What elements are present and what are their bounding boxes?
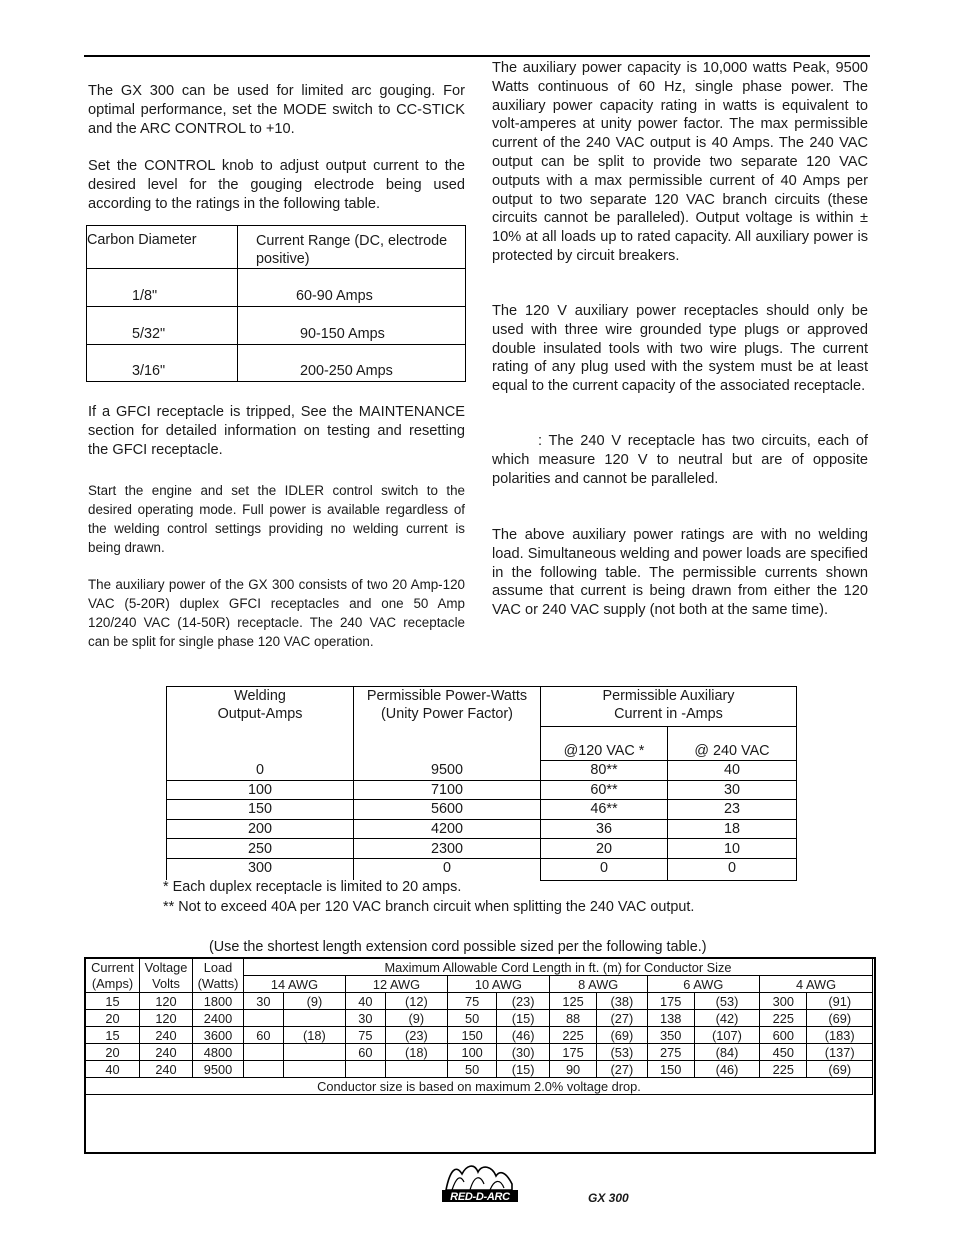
ptab-cell: 60** xyxy=(541,780,668,800)
cord-cell: 150 xyxy=(647,1061,694,1078)
cord-cell: 1800 xyxy=(193,993,244,1010)
cord-cell: 9500 xyxy=(193,1061,244,1078)
carbon-table xyxy=(86,225,466,382)
power-note-1: * Each duplex receptacle is limited to 20 amps. xyxy=(163,879,462,895)
cord-cell: (38) xyxy=(597,993,647,1010)
carbon-cell: 1/8" xyxy=(87,269,238,307)
carbon-cell: 5/32" xyxy=(87,307,238,345)
cord-cell: (84) xyxy=(694,1044,759,1061)
cord-cell: 20 xyxy=(86,1044,140,1061)
ptab-header-aux-l2: Current in -Amps xyxy=(614,706,723,722)
cord-cell: (12) xyxy=(385,993,447,1010)
ptab-cell: 0 xyxy=(541,858,668,880)
ptab-cell: 5600 xyxy=(354,800,541,820)
carbon-cell: 60-90 Amps xyxy=(238,269,466,307)
ptab-cell: 7100 xyxy=(354,780,541,800)
cord-cell: (69) xyxy=(807,1010,873,1027)
cord-cell: 15 xyxy=(86,993,140,1010)
cord-cell: 4800 xyxy=(193,1044,244,1061)
cord-cell: 30 xyxy=(244,993,284,1010)
cord-cell: 60 xyxy=(345,1044,385,1061)
ptab-header-welding xyxy=(167,687,354,761)
ptab-cell: 150 xyxy=(167,800,354,820)
cord-cell: (53) xyxy=(694,993,759,1010)
cord-cell: 300 xyxy=(760,993,807,1010)
cord-cell: (53) xyxy=(597,1044,647,1061)
cord-header-awg: 14 AWG xyxy=(244,976,346,993)
cord-cell: (42) xyxy=(694,1010,759,1027)
cord-cell: 120 xyxy=(140,1010,193,1027)
ptab-cell: 20 xyxy=(541,839,668,859)
header-rule xyxy=(84,55,870,57)
cord-table-row xyxy=(86,1044,873,1061)
ptab-cell: 40 xyxy=(668,761,797,781)
cord-cell: 3600 xyxy=(193,1027,244,1044)
cord-cell xyxy=(244,1061,284,1078)
cord-cell: 240 xyxy=(140,1061,193,1078)
cord-cell: (27) xyxy=(597,1010,647,1027)
ptab-cell: 80** xyxy=(541,761,668,781)
cord-intro: (Use the shortest length extension cord possible sized per the following table.) xyxy=(209,939,707,955)
cord-cell: 225 xyxy=(760,1061,807,1078)
cord-cell: 600 xyxy=(760,1027,807,1044)
cord-cell: 88 xyxy=(549,1010,596,1027)
cord-header-load xyxy=(193,959,244,993)
ratings-text: The above auxiliary power ratings are with no welding load. Simultaneous welding and power loads are specified in the following table. The permissible currents shown assume that current is being drawn from either the 120 VAC or 240 VAC supply (not both at the same time). xyxy=(492,527,868,619)
cord-cell: (27) xyxy=(597,1061,647,1078)
cord-cell: 75 xyxy=(447,993,496,1010)
ptab-cell: 0 xyxy=(354,858,541,880)
ptab-cell: 4200 xyxy=(354,819,541,839)
power-table xyxy=(166,686,797,881)
cord-footer-note: Conductor size is based on maximum 2.0% voltage drop. xyxy=(86,1078,873,1095)
cord-cell: (69) xyxy=(807,1061,873,1078)
cord-cell: (15) xyxy=(497,1010,550,1027)
ptab-header-power xyxy=(354,687,541,761)
carbon-header-diameter: Carbon Diameter xyxy=(87,226,238,269)
gfci-text: If a GFCI receptacle is tripped, See the MAINTENANCE section for detailed information on testing and resetting the GFCI receptacle. xyxy=(88,404,465,458)
cord-header-current xyxy=(86,959,140,993)
cord-cell: 225 xyxy=(760,1010,807,1027)
cord-cell: (23) xyxy=(385,1027,447,1044)
gouging-intro: The GX 300 can be used for limited arc gouging. For optimal performance, set the MODE switch to CC-STICK and the ARC CONTROL to +10. xyxy=(88,83,465,137)
ptab-cell: 100 xyxy=(167,780,354,800)
ptab-cell: 2300 xyxy=(354,839,541,859)
cord-cell: 125 xyxy=(549,993,596,1010)
ptab-cell: 10 xyxy=(668,839,797,859)
cord-cell: (23) xyxy=(497,993,550,1010)
carbon-header-range: Current Range (DC, electrode positive) xyxy=(238,226,466,269)
cord-cell xyxy=(244,1010,284,1027)
cord-header-load-l1: Load xyxy=(203,959,233,975)
cord-cell: (69) xyxy=(597,1027,647,1044)
ptab-cell: 0 xyxy=(668,858,797,880)
carbon-cell: 90-150 Amps xyxy=(238,307,466,345)
cord-header-awg: 10 AWG xyxy=(447,976,549,993)
cord-cell: 75 xyxy=(345,1027,385,1044)
cord-table-row xyxy=(86,1061,873,1078)
ptab-cell: 300 xyxy=(167,858,354,880)
cord-cell: 60 xyxy=(244,1027,284,1044)
cord-cell: 450 xyxy=(760,1044,807,1061)
power-note-2: ** Not to exceed 40A per 120 VAC branch circuit when splitting the 240 VAC output. xyxy=(163,899,695,915)
ptab-cell: 9500 xyxy=(354,761,541,781)
cord-header-awg: 4 AWG xyxy=(760,976,873,993)
cord-cell: (15) xyxy=(497,1061,550,1078)
cord-cell: 40 xyxy=(86,1061,140,1078)
cord-header-awg: 8 AWG xyxy=(549,976,647,993)
ptab-cell: 36 xyxy=(541,819,668,839)
cord-cell xyxy=(283,1044,345,1061)
aux-capacity-text: The auxiliary power capacity is 10,000 watts Peak, 9500 Watts continuous of 60 Hz, single phase power. The auxiliary power capacity rating in watts is equivalent to volt-amperes at unity power factor. The max permissible current of the 240 VAC output is 40 Amps. The 240 VAC output can be split to provide two separate 120 VAC outputs with a max permissible current of 40 Amps per output to two separate 120 VAC branch circuits (these circuits cannot be paralleled). Output voltage is within ± 10% at all loads up to rated capacity. All auxiliary power is protected by circuit breakers. xyxy=(492,60,868,264)
cord-cell: 240 xyxy=(140,1044,193,1061)
ptab-header-power-l2: (Unity Power Factor) xyxy=(381,706,513,722)
cord-cell xyxy=(283,1010,345,1027)
ptab-header-aux-l1: Permissible Auxiliary xyxy=(602,688,735,704)
cord-header-current-l1: Current xyxy=(91,959,134,975)
logo-text: RED-D-ARC xyxy=(450,1191,510,1203)
cord-cell: 138 xyxy=(647,1010,694,1027)
cord-cell: (30) xyxy=(497,1044,550,1061)
cord-cell: (46) xyxy=(694,1061,759,1078)
cord-cell: 275 xyxy=(647,1044,694,1061)
cord-table-row xyxy=(86,1010,873,1027)
aux-power-text: The auxiliary power of the GX 300 consists of two 20 Amp-120 VAC (5-20R) duplex GFCI receptacles and one 50 Amp 120/240 VAC (14-50R) receptacle. The 240 VAC receptacle can be split for single phase 120 VAC operation. xyxy=(88,577,465,649)
cord-cell: 120 xyxy=(140,993,193,1010)
cord-cell: (9) xyxy=(283,993,345,1010)
control-knob-text: Set the CONTROL knob to adjust output current to the desired level for the gouging electrode being used according to the ratings in the following table. xyxy=(88,158,465,212)
cord-cell: (18) xyxy=(385,1044,447,1061)
cord-cell: 50 xyxy=(447,1010,496,1027)
cord-cell: 30 xyxy=(345,1010,385,1027)
cord-cell: 150 xyxy=(447,1027,496,1044)
cord-body xyxy=(86,993,873,1078)
cord-table-row xyxy=(86,993,873,1010)
cord-cell: (107) xyxy=(694,1027,759,1044)
cord-cell: 40 xyxy=(345,993,385,1010)
ptab-cell: 46** xyxy=(541,800,668,820)
cord-cell: 50 xyxy=(447,1061,496,1078)
cord-table-row xyxy=(86,1027,873,1044)
cord-cell: 2400 xyxy=(193,1010,244,1027)
ptab-cell: 30 xyxy=(668,780,797,800)
carbon-cell: 3/16" xyxy=(87,345,238,382)
cord-cell: (9) xyxy=(385,1010,447,1027)
receptacle-note-text: : The 240 V receptacle has two circuits, each of which measure 120 V to neutral but are of opposite polarities and cannot be paralleled. xyxy=(492,433,868,487)
cord-cell: 20 xyxy=(86,1010,140,1027)
cord-cell: 225 xyxy=(549,1027,596,1044)
ptab-cell: 0 xyxy=(167,761,354,781)
cord-cell: 175 xyxy=(549,1044,596,1061)
ptab-cell: 200 xyxy=(167,819,354,839)
cord-cell xyxy=(244,1044,284,1061)
cord-header-voltage-l1: Voltage xyxy=(144,959,188,975)
cord-header-max: Maximum Allowable Cord Length in ft. (m) for Conductor Size xyxy=(244,959,873,976)
footer-model: GX 300 xyxy=(588,1191,629,1205)
cord-cell: 350 xyxy=(647,1027,694,1044)
ptab-header-welding-l2: Output-Amps xyxy=(217,706,303,722)
cord-cell: 240 xyxy=(140,1027,193,1044)
cord-cell: (183) xyxy=(807,1027,873,1044)
ptab-cell: 250 xyxy=(167,839,354,859)
cord-header-awg: 12 AWG xyxy=(345,976,447,993)
cord-table xyxy=(85,958,873,1095)
cord-cell: (137) xyxy=(807,1044,873,1061)
ptab-header-240: @ 240 VAC xyxy=(668,727,797,761)
ptab-header-welding-l1: Welding xyxy=(234,688,286,704)
cord-header-voltage xyxy=(140,959,193,993)
ptab-header-120: @120 VAC * xyxy=(541,727,668,761)
carbon-cell: 200-250 Amps xyxy=(238,345,466,382)
ptab-cell: 23 xyxy=(668,800,797,820)
engine-start-text: Start the engine and set the IDLER control switch to the desired operating mode. Full power is available regardless of the welding control settings providing no welding current is being drawn. xyxy=(88,483,465,555)
cord-cell: 90 xyxy=(549,1061,596,1078)
ptab-header-aux xyxy=(541,687,797,727)
cord-header-load-l2: (Watts) xyxy=(197,975,239,991)
cord-header-awg: 6 AWG xyxy=(647,976,760,993)
cord-cell xyxy=(385,1061,447,1078)
cord-cell xyxy=(345,1061,385,1078)
cord-header-voltage-l2: Volts xyxy=(152,975,180,991)
ptab-cell: 18 xyxy=(668,819,797,839)
receptacle-text: The 120 V auxiliary power receptacles should only be used with three wire grounded type plugs or approved double insulated tools with two wire plugs. The current rating of any plug used with the system must be at least equal to the current capacity of the associated receptacle. xyxy=(492,303,868,395)
ptab-header-power-l1: Permissible Power-Watts xyxy=(366,688,528,704)
cord-cell: 175 xyxy=(647,993,694,1010)
cord-cell: 15 xyxy=(86,1027,140,1044)
cord-cell xyxy=(283,1061,345,1078)
cord-cell: 100 xyxy=(447,1044,496,1061)
cord-cell: (91) xyxy=(807,993,873,1010)
cord-header-current-l2: (Amps) xyxy=(91,975,134,991)
cord-cell: (18) xyxy=(283,1027,345,1044)
cord-cell: (46) xyxy=(497,1027,550,1044)
